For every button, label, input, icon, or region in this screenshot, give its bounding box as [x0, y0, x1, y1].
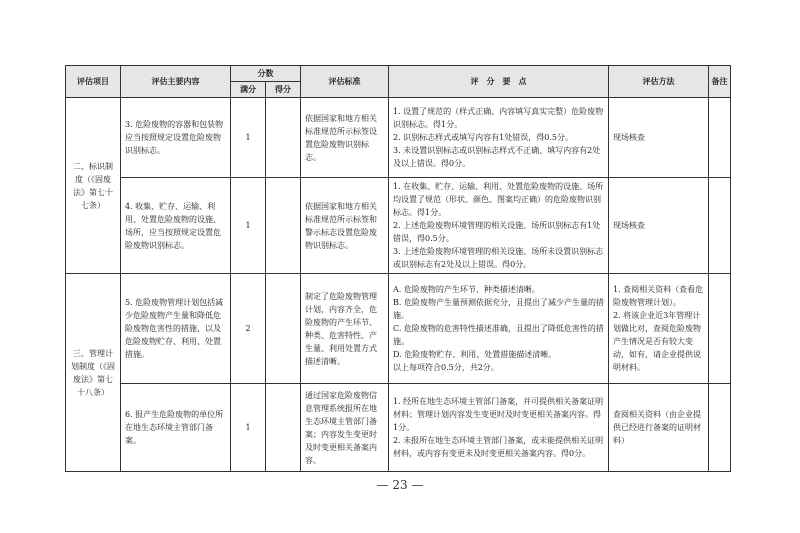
page-number: — 23 —	[376, 478, 424, 492]
remark-cell	[709, 178, 731, 274]
table-row	[66, 384, 731, 472]
content-cell: 4. 收集、贮存、运输、利用、处置危险废物的设施、场所，应当按照规定设置危险废物识别标志。	[121, 178, 231, 274]
method-cell: 现场核查	[609, 98, 709, 178]
point-line: 2. 未报所在地生态环境主管部门备案，或未能提供相关证明材料，或内容有变更未及时变更相关备案内容。得0分。	[393, 436, 604, 458]
header-method: 评估方法	[609, 66, 709, 98]
full-score-cell: 1	[231, 178, 266, 274]
point-line: 3. 上述危险废物环境管理的相关设施、场所未设置识别标志或识别标志有2处及以上错误。得0分。	[393, 247, 604, 269]
standard-cell: 依据国家和地方相关标准规范所示标签和警示标志设置危险废物识别标志。	[301, 178, 389, 274]
point-line: D. 危险废物贮存、利用、处置措施描述清晰。	[393, 350, 557, 359]
header-standard: 评估标准	[301, 66, 389, 98]
content-cell: 3. 危险废物的容器和包装物应当按照规定设置危险废物识别标志。	[121, 98, 231, 178]
point-line: 2. 上述危险废物环境管理的相关设施、场所识别标志有1处错误，得0.5分。	[393, 221, 601, 243]
table-row	[66, 98, 731, 178]
header-content: 评估主要内容	[121, 66, 231, 98]
full-score-cell: 2	[231, 274, 266, 384]
got-score-cell	[266, 98, 301, 178]
standard-cell: 制定了危险废物管理计划，内容齐全，危险废物的产生环节、种类、危害特性、产生量、利用处置方式描述清晰。	[301, 274, 389, 384]
remark-cell	[709, 384, 731, 472]
full-score-cell: 1	[231, 384, 266, 472]
point-line: 以上每项符合0.5分，共2分。	[393, 363, 499, 372]
assessment-table	[65, 65, 731, 472]
standard-cell: 通过国家危险废物信息管理系统报所在地生态环境主管部门备案；内容发生变更时及时变更相关备案内容。	[301, 384, 389, 472]
header-remark: 备注	[709, 66, 731, 98]
points-cell	[389, 178, 609, 274]
got-score-cell	[266, 274, 301, 384]
points-cell	[389, 384, 609, 472]
group-label: 二、标识制度（《固废法》第七十七条）	[66, 98, 121, 274]
header-score: 分数	[231, 66, 301, 82]
remark-cell	[709, 274, 731, 384]
point-line: 1. 设置了规范的（样式正确、内容填写真实完整）危险废物识别标志。得1分。	[393, 107, 604, 129]
full-score-cell: 1	[231, 98, 266, 178]
point-line: 1. 经所在地生态环境主管部门备案，并可提供相关备案证明材料；管理计划内容发生变更时及时变更相关备案内容。得1分。	[393, 397, 604, 432]
header-got: 得分	[266, 82, 301, 98]
point-line: C. 危险废物的危害特性描述准确，且提出了降低危害性的措施。	[393, 324, 604, 346]
point-line: 2. 识别标志样式或填写内容有1处错误，得0.5分。	[393, 133, 573, 142]
content-cell: 5. 危险废物管理计划包括减少危险废物产生量和降低危险废物危害性的措施，以及危险废物贮存、利用、处置措施。	[121, 274, 231, 384]
header-item: 评估项目	[66, 66, 121, 98]
points-cell	[389, 274, 609, 384]
header-row-1	[66, 66, 731, 82]
header-points: 评 分 要 点	[389, 66, 609, 98]
point-line: 3. 未设置识别标志或识别标志样式不正确、填写内容有2处及以上错误。得0分。	[393, 146, 601, 168]
table-row	[66, 274, 731, 384]
point-line: B. 危险废物产生量预测依据充分，且提出了减少产生量的措施。	[393, 298, 604, 320]
point-line: 1. 在收集、贮存、运输、利用、处置危险废物的设施、场所均设置了规范（形状、颜色、图案均正确）的危险废物识别标志。得1分。	[393, 182, 604, 217]
group-label: 三、管理计划制度（《固废法》第七十八条）	[66, 274, 121, 472]
standard-cell: 依据国家和地方相关标准规范所示标签设置危险废物识别标志。	[301, 98, 389, 178]
header-full: 满分	[231, 82, 266, 98]
table-row	[66, 178, 731, 274]
content-cell: 6. 报产生危险废物的单位所在地生态环境主管部门备案。	[121, 384, 231, 472]
remark-cell	[709, 98, 731, 178]
points-cell	[389, 98, 609, 178]
got-score-cell	[266, 384, 301, 472]
method-cell: 1. 查阅相关资料（查看危险废物管理计划）。 2. 将该企业近3年管理计划做比对，查阅危险废物产生情况是否有较大变动，如有，请企业提供说明材料。	[609, 274, 709, 384]
method-cell: 现场核查	[609, 178, 709, 274]
method-cell: 查阅相关资料（由企业提供已经进行备案的证明材料）	[609, 384, 709, 472]
got-score-cell	[266, 178, 301, 274]
point-line: A. 危险废物的产生环节、种类描述清晰。	[393, 285, 540, 294]
